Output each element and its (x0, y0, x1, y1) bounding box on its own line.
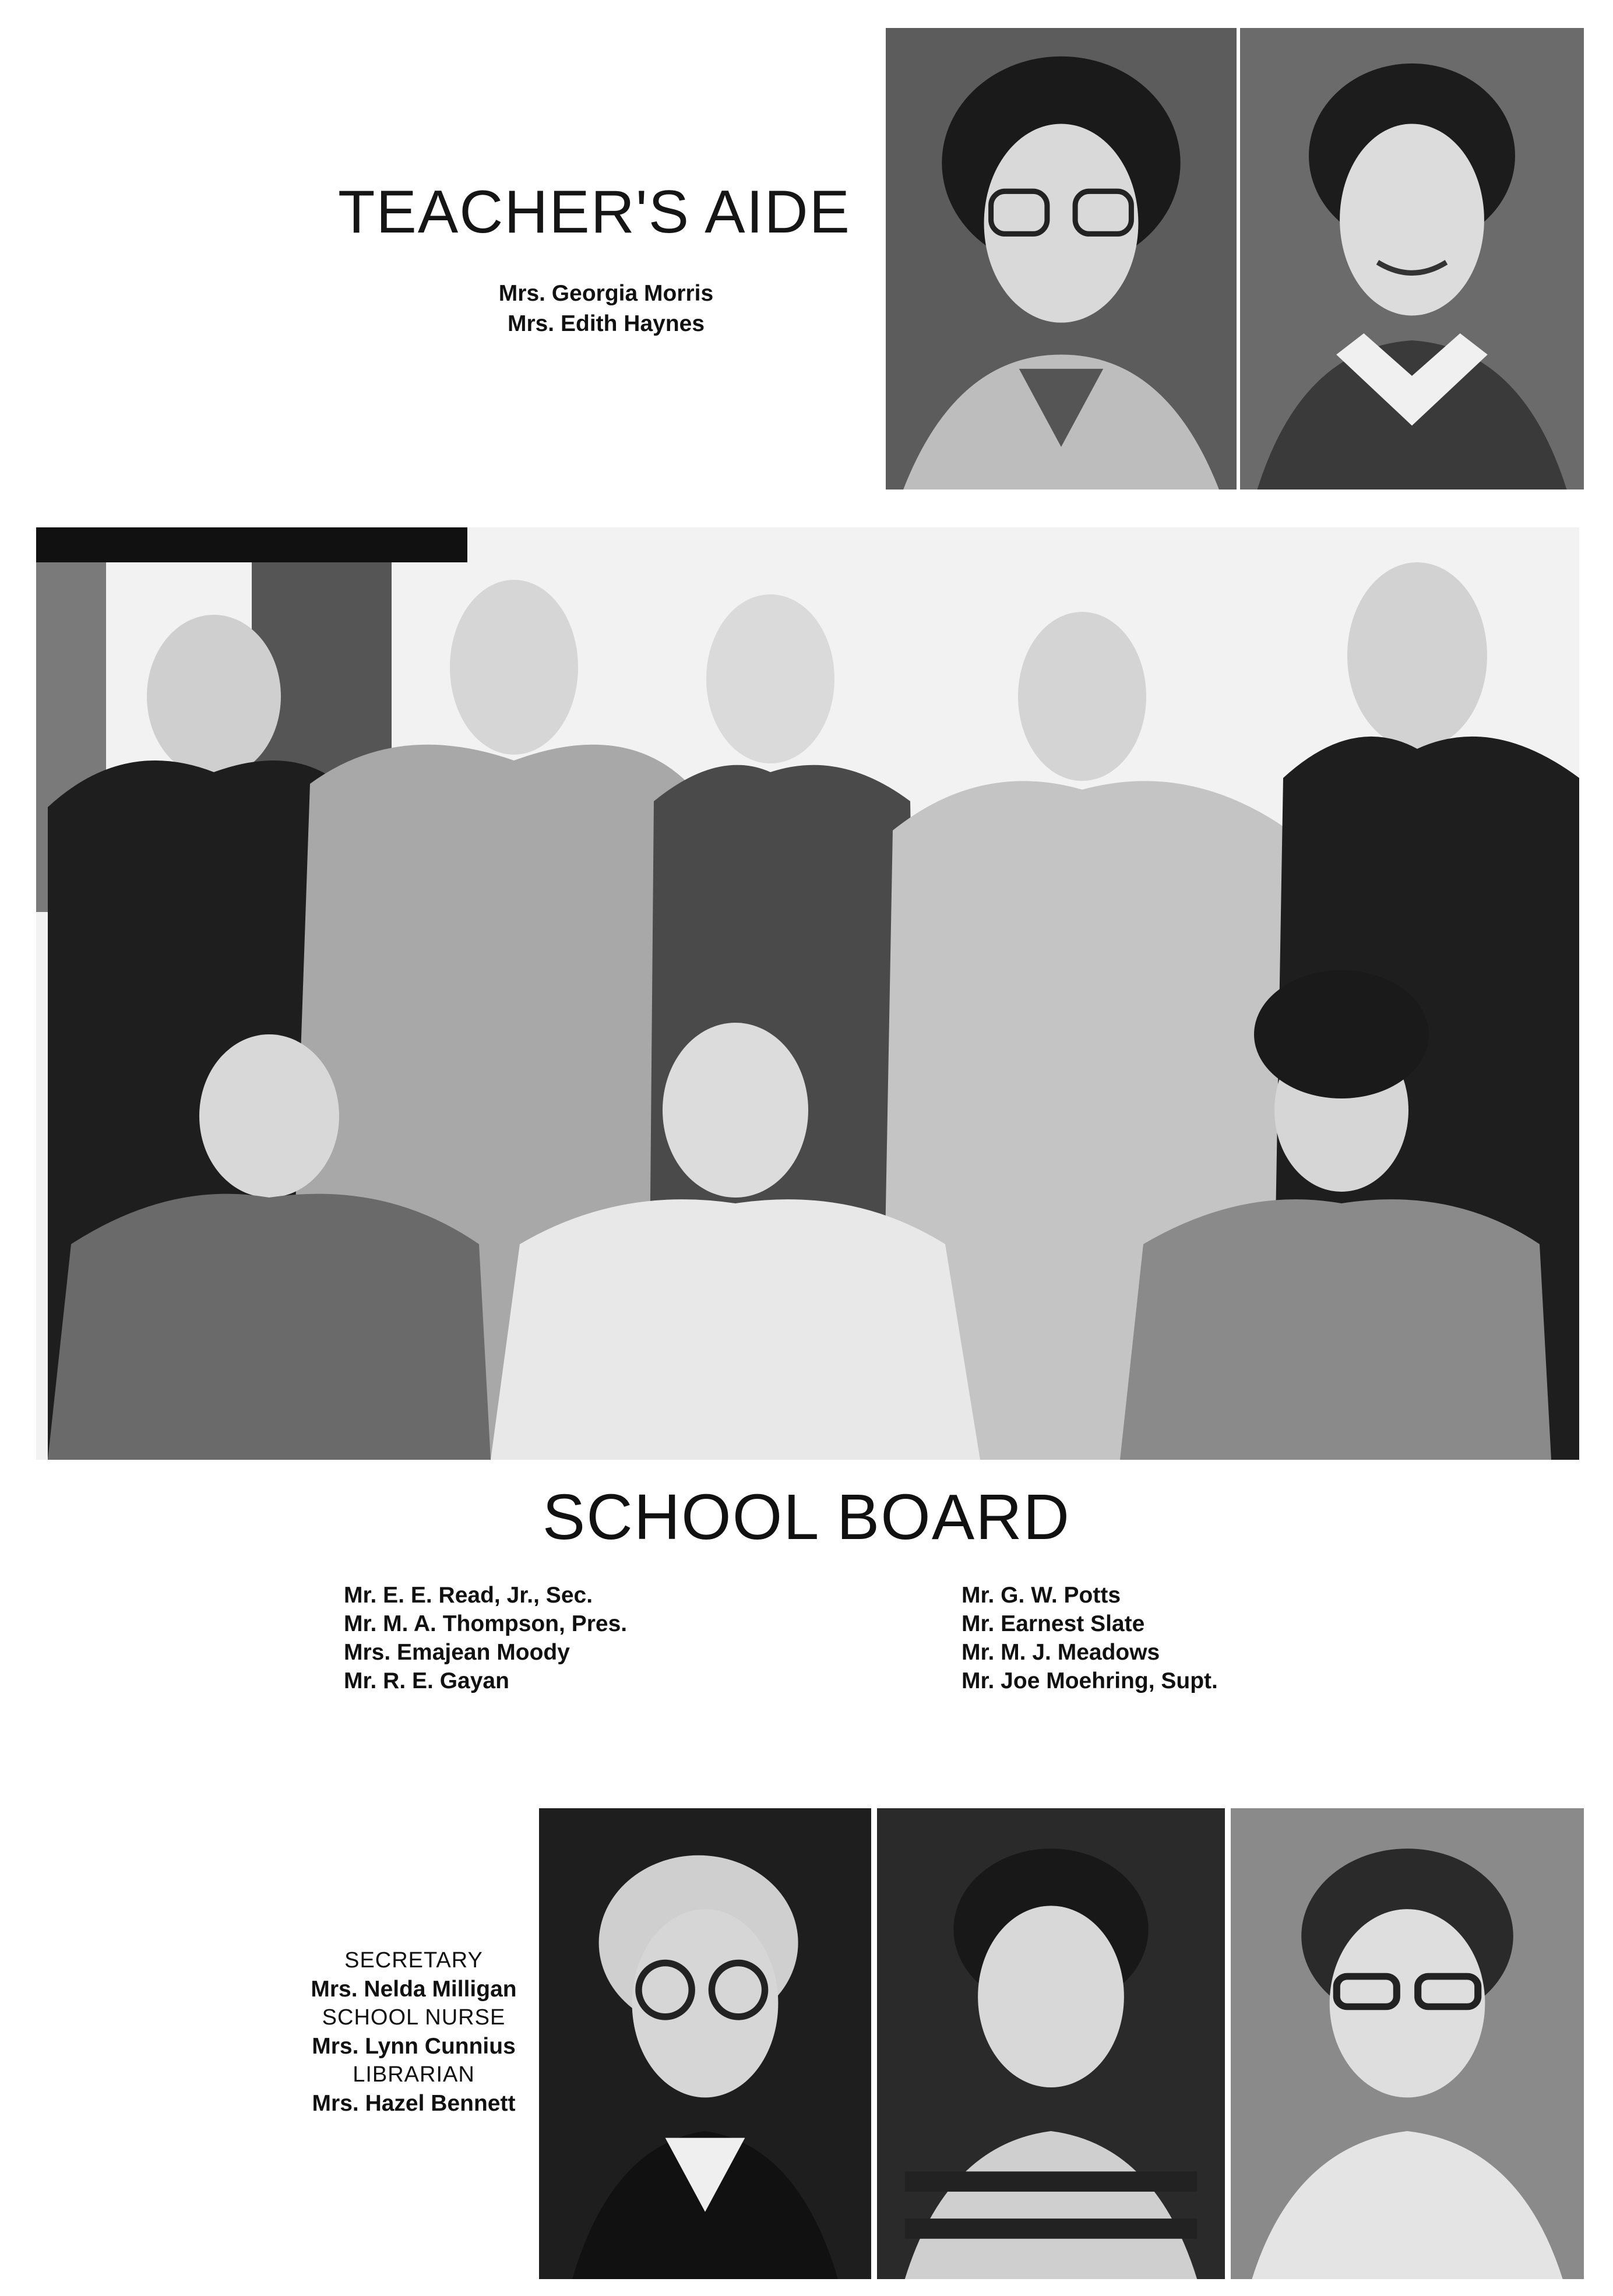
board-member-name: Mr. M. J. Meadows (962, 1640, 1160, 1665)
board-member-name: Mr. R. E. Gayan (344, 1668, 509, 1693)
staff-name: Mrs. Hazel Bennett (312, 2091, 516, 2116)
staff-role: SCHOOL NURSE (322, 2005, 506, 2030)
aide-name: Mrs. Georgia Morris (498, 281, 714, 306)
school-board-group-photo (36, 527, 1579, 1460)
portrait-photo-librarian (1231, 1808, 1584, 2279)
board-member-name: Mrs. Emajean Moody (344, 1640, 570, 1665)
board-member-name: Mr. G. W. Potts (962, 1583, 1121, 1608)
teachers-aide-names (420, 279, 793, 339)
board-member-name: Mr. Earnest Slate (962, 1611, 1145, 1636)
portrait-photo-aide-1 (886, 28, 1237, 490)
board-member-name: Mr. E. E. Read, Jr., Sec. (344, 1583, 593, 1608)
staff-listing (251, 1946, 577, 2118)
teachers-aide-heading: TEACHER'S AIDE (337, 178, 851, 246)
aide-name: Mrs. Edith Haynes (507, 311, 705, 336)
staff-name: Mrs. Nelda Milligan (311, 1977, 517, 2002)
board-member-name: Mr. Joe Moehring, Supt. (962, 1668, 1218, 1693)
school-board-left-column (344, 1581, 752, 1695)
staff-role: SECRETARY (344, 1948, 483, 1973)
staff-role: LIBRARIAN (353, 2062, 475, 2087)
portrait-photo-secretary (539, 1808, 871, 2279)
school-board-right-column (962, 1581, 1369, 1695)
portrait-photo-school-nurse (877, 1808, 1225, 2279)
school-board-heading: SCHOOL BOARD (542, 1481, 1071, 1553)
board-member-name: Mr. M. A. Thompson, Pres. (344, 1611, 628, 1636)
staff-name: Mrs. Lynn Cunnius (312, 2034, 516, 2059)
portrait-photo-aide-2 (1240, 28, 1584, 490)
